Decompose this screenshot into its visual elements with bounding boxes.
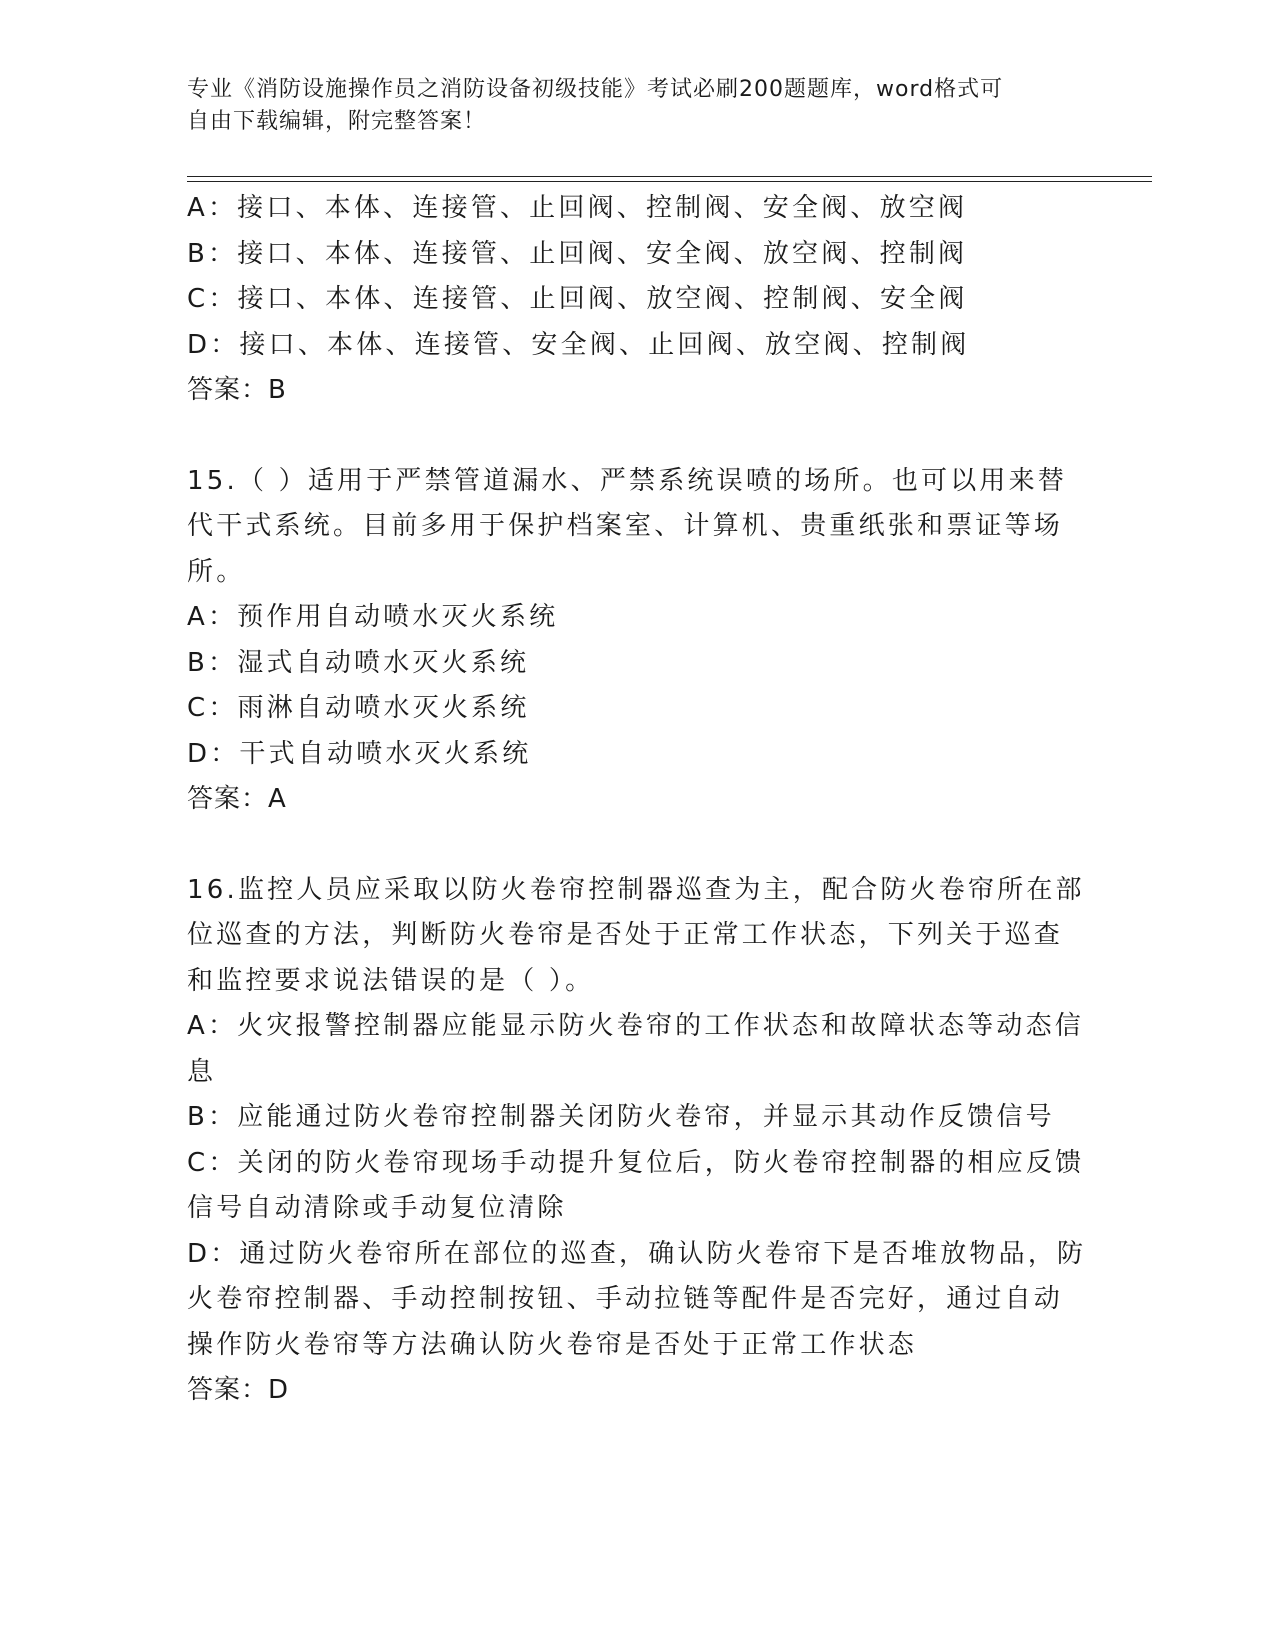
question-list (187, 186, 1087, 1414)
option-c: C：雨淋自动喷水灭火系统 (187, 693, 530, 723)
question-stem-line: 15.（ ）适用于严禁管道漏水、严禁系统误喷的场所。也可以用来替 (187, 465, 1068, 496)
option-b (187, 1095, 1087, 1141)
question-15 (187, 459, 1087, 823)
option-a: A：接口、本体、连接管、止回阀、控制阀、安全阀、放空阀 (187, 193, 968, 223)
option-b: B：湿式自动喷水灭火系统 (187, 647, 530, 678)
header-line: 专业《消防设施操作员之消防设备初级技能》考试必刷200题题库，word格式可 (187, 77, 1004, 102)
option-line: D：通过防火卷帘所在部位的巡查，确认防火卷帘下是否堆放物品，防 (187, 1238, 1087, 1269)
question-16 (187, 868, 1087, 1414)
option-line: 火卷帘控制器、手动控制按钮、手动拉链等配件是否完好，通过自动 (187, 1284, 1064, 1314)
answer-line: 答案：A (187, 784, 287, 814)
option-line: 信号自动清除或手动复位清除 (187, 1193, 567, 1223)
option-line: A：火灾报警控制器应能显示防火卷帘的工作状态和故障状态等动态信 (187, 1011, 1084, 1041)
option-c (187, 1141, 1087, 1232)
option-c: C：接口、本体、连接管、止回阀、放空阀、控制阀、安全阀 (187, 284, 968, 314)
header-rule-bottom (187, 181, 1152, 182)
question-14 (187, 186, 1087, 414)
answer-line: 答案：D (187, 1375, 290, 1405)
question-stem-line: 和监控要求说法错误的是（ ）。 (187, 965, 595, 996)
question-spacer (187, 823, 1087, 868)
option-line: 操作防火卷帘等方法确认防火卷帘是否处于正常工作状态 (187, 1329, 918, 1360)
question-stem-line: 位巡查的方法，判断防火卷帘是否处于正常工作状态，下列关于巡查 (187, 920, 1064, 950)
question-stem-line: 代干式系统。目前多用于保护档案室、计算机、贵重纸张和票证等场 (187, 511, 1064, 541)
option-line: B：应能通过防火卷帘控制器关闭防火卷帘，并显示其动作反馈信号 (187, 1102, 1055, 1132)
document-header (187, 74, 1087, 138)
answer-line: 答案：B (187, 375, 287, 405)
option-d: D：干式自动喷水灭火系统 (187, 738, 532, 769)
option-b: B：接口、本体、连接管、止回阀、安全阀、放空阀、控制阀 (187, 238, 968, 269)
option-a (187, 1004, 1087, 1095)
option-line: 息 (187, 1056, 217, 1087)
header-line: 自由下载编辑，附完整答案！ (187, 109, 487, 134)
question-spacer (187, 414, 1087, 459)
header-rule-top (187, 176, 1152, 177)
option-line: C：关闭的防火卷帘现场手动提升复位后，防火卷帘控制器的相应反馈 (187, 1147, 1085, 1178)
question-stem-line: 所。 (187, 556, 246, 587)
option-d: D：接口、本体、连接管、安全阀、止回阀、放空阀、控制阀 (187, 329, 970, 360)
question-stem-line: 16.监控人员应采取以防火卷帘控制器巡查为主，配合防火卷帘所在部 (187, 874, 1085, 905)
option-d (187, 1232, 1087, 1369)
option-a: A：预作用自动喷水灭火系统 (187, 602, 559, 632)
